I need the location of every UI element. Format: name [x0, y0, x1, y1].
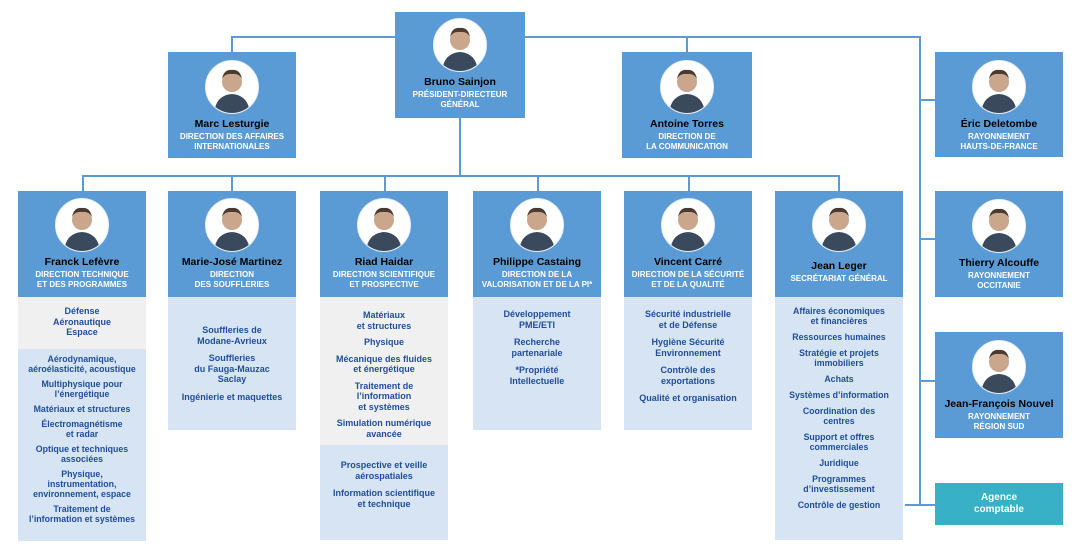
panel-item: Juridique: [819, 458, 859, 468]
panel-item: Optique et techniques associées: [35, 444, 129, 464]
avatar: [661, 198, 715, 252]
panel-item: Prospective et veille aérospatiales: [340, 460, 428, 481]
agency-box: Agence comptable: [935, 483, 1063, 525]
panel-item: Traitement de l’information et systèmes: [28, 504, 136, 524]
panel-item: Aérodynamique, aéroélasticité, acoustique: [28, 354, 136, 374]
top-card-international: [168, 52, 296, 158]
person-name: Thierry Alcouffe: [958, 257, 1040, 269]
panel-item: Traitement de l’information et systèmes: [354, 380, 414, 412]
connector: [231, 175, 233, 191]
panel-technique-domains: [18, 297, 146, 349]
director-card-souffleries: [168, 191, 296, 297]
panel-valorisation: [473, 297, 601, 430]
director-card-secretariat: [775, 191, 903, 297]
panel-item: Qualité et organisation: [639, 393, 737, 403]
panel-scientifique-support: [320, 445, 448, 540]
avatar: [812, 198, 866, 252]
avatar: [357, 198, 411, 252]
director-card-technique: [18, 191, 146, 297]
connector: [905, 504, 935, 506]
panel-item: Souffleries du Fauga-Mauzac Saclay: [194, 353, 270, 384]
connector: [537, 175, 539, 191]
director-card-valorisation: [473, 191, 601, 297]
avatar: [972, 199, 1026, 253]
connector: [82, 175, 84, 191]
panel-item: Sécurité industrielle et de Défense: [644, 309, 732, 330]
person-name: Franck Lefèvre: [44, 256, 120, 268]
person-role: PRÉSIDENT-DIRECTEUR GÉNÉRAL: [412, 90, 508, 109]
panel-item: Simulation numérique avancée: [336, 418, 432, 439]
person-role: DIRECTION DE LA SÉCURITÉ ET DE LA QUALITÉ: [631, 270, 745, 289]
avatar: [510, 198, 564, 252]
person-name: Jean-François Nouvel: [944, 398, 1054, 410]
connector: [919, 99, 935, 101]
panel-item: Programmes d’investissement: [803, 474, 875, 494]
person-name: Marie-José Martinez: [181, 256, 283, 268]
panel-technique-departments: [18, 349, 146, 541]
panel-item: Hygiène Sécurité Environnement: [651, 337, 725, 358]
region-card-hauts-de-france: [935, 52, 1063, 157]
panel-item: Information scientifique et technique: [332, 488, 435, 509]
director-card-scientifique: [320, 191, 448, 297]
person-role: DIRECTION DES AFFAIRES INTERNATIONALES: [179, 132, 285, 151]
panel-item: Recherche partenariale: [511, 337, 563, 358]
panel-item: Multiphysique pour l’énergétique: [41, 379, 123, 399]
person-role: DIRECTION TECHNIQUE ET DES PROGRAMMES: [35, 270, 129, 289]
connector: [459, 118, 461, 176]
panel-item: Contrôle de gestion: [797, 500, 881, 510]
person-name: Bruno Sainjon: [424, 76, 496, 88]
person-role: SECRÉTARIAT GÉNÉRAL: [790, 274, 888, 283]
avatar: [972, 60, 1026, 114]
panel-item: Ingénierie et maquettes: [181, 391, 283, 402]
panel-item: Électromagnétisme et radar: [41, 419, 123, 439]
panel-scientifique-domains: [320, 297, 448, 445]
panel-item: Ressources humaines: [792, 332, 886, 342]
person-name: Éric Deletombe: [960, 118, 1038, 130]
person-name: Riad Haidar: [354, 256, 414, 268]
panel-item: *Propriété Intellectuelle: [509, 365, 565, 386]
avatar: [205, 60, 259, 114]
region-card-sud: [935, 332, 1063, 438]
panel-item: Support et offres commerciales: [803, 432, 875, 452]
panel-item: Défense Aéronautique Espace: [52, 306, 111, 337]
person-name: Jean Leger: [811, 260, 867, 272]
person-name: Philippe Castaing: [492, 256, 582, 268]
panel-item: Achats: [824, 374, 854, 384]
person-role: DIRECTION DE LA VALORISATION ET DE LA PI*: [481, 270, 593, 289]
ceo-card: [395, 12, 525, 118]
panel-item: Physique: [363, 337, 404, 347]
connector: [686, 36, 688, 52]
panel-item: Mécanique des fluides et énergétique: [335, 353, 433, 374]
connector: [231, 36, 233, 52]
connector: [688, 175, 690, 191]
person-role: DIRECTION SCIENTIFIQUE ET PROSPECTIVE: [332, 270, 436, 289]
panel-item: Affaires économiques et financières: [793, 306, 885, 326]
panel-souffleries: [168, 297, 296, 430]
connector: [838, 175, 840, 191]
connector: [384, 175, 386, 191]
person-role: RAYONNEMENT RÉGION SUD: [968, 412, 1030, 431]
person-role: RAYONNEMENT OCCITANIE: [968, 271, 1030, 290]
panel-item: Coordination des centres: [802, 406, 876, 426]
person-role: DIRECTION DE LA COMMUNICATION: [646, 132, 728, 151]
avatar: [205, 198, 259, 252]
panel-item: Physique, instrumentation, environnement, espace: [33, 469, 131, 499]
region-card-occitanie: [935, 191, 1063, 297]
avatar: [972, 340, 1026, 394]
connector: [82, 175, 839, 177]
panel-item: Souffleries de Modane-Avrieux: [197, 325, 267, 346]
avatar: [433, 18, 487, 72]
person-name: Marc Lesturgie: [194, 118, 270, 130]
person-role: DIRECTION DES SOUFFLERIES: [194, 270, 270, 289]
connector: [919, 238, 935, 240]
panel-item: Matériaux et structures: [33, 404, 131, 414]
panel-item: Stratégie et projets immobiliers: [799, 348, 879, 368]
avatar: [55, 198, 109, 252]
panel-secretariat: [775, 297, 903, 540]
top-card-communication: [622, 52, 752, 158]
director-card-securite: [624, 191, 752, 297]
connector: [919, 380, 935, 382]
panel-item: Systèmes d’information: [789, 390, 889, 400]
connector: [231, 36, 921, 38]
connector: [919, 36, 921, 506]
person-name: Vincent Carré: [653, 256, 723, 268]
avatar: [660, 60, 714, 114]
person-name: Antoine Torres: [650, 118, 724, 130]
panel-securite: [624, 297, 752, 430]
panel-item: Développement PME/ETI: [503, 309, 571, 330]
person-role: RAYONNEMENT HAUTS-DE-FRANCE: [960, 132, 1038, 151]
panel-item: Contrôle des exportations: [660, 365, 716, 386]
panel-item: Matériaux et structures: [356, 310, 412, 331]
